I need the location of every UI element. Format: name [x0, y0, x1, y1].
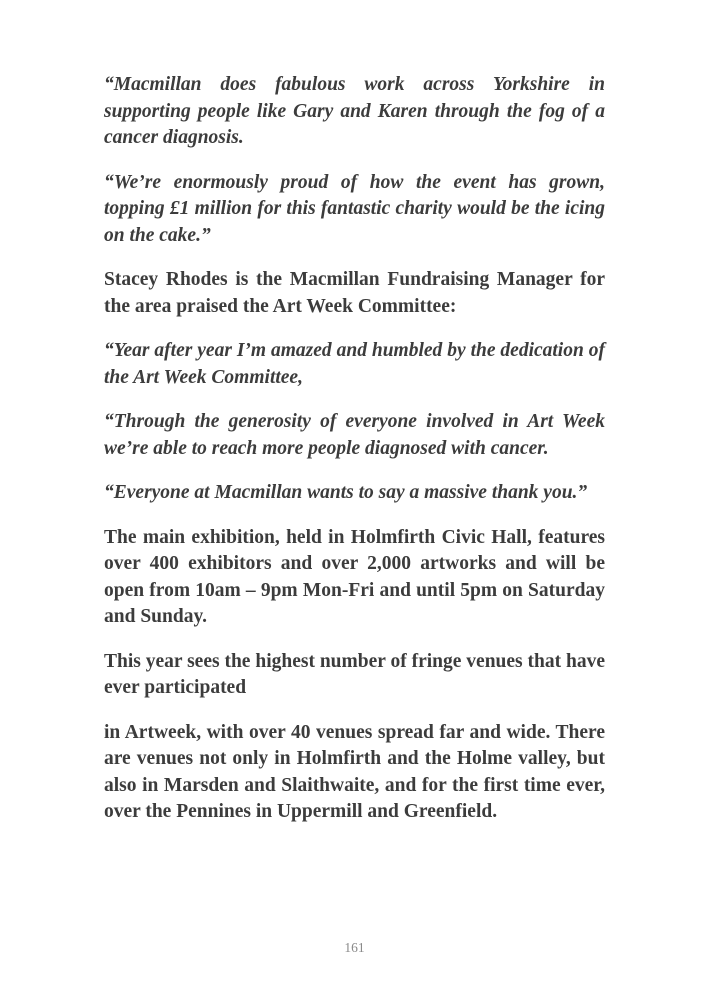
quote-paragraph-event-grown: “We’re enormously proud of how the event has grown, topping £1 million for this fantastic charity would be the icing on the cake.”: [104, 171, 605, 246]
paragraph-artweek-venues: in Artweek, with over 40 venues spread far and wide. There are venues not only in Holmfirth and the Holme valley, but also in Marsden and Slaithwaite, and for the first time ever, over the Pennines in Uppermill and Greenfield.: [104, 721, 605, 822]
paragraph-fringe-venues: This year sees the highest number of fringe venues that have ever participated: [104, 650, 605, 698]
quote-paragraph-year-after-year: “Year after year I’m amazed and humbled by the dedication of the Art Week Committee,: [104, 340, 605, 388]
paragraph-stacey-rhodes: Stacey Rhodes is the Macmillan Fundraising Manager for the area praised the Art Week Committee:: [104, 269, 605, 317]
quote-paragraph-macmillan-work: “Macmillan does fabulous work across Yorkshire in supporting people like Gary and Karen through the fog of a cancer diagnosis.: [104, 74, 605, 148]
page-number: 161: [344, 940, 365, 955]
text-column: [104, 72, 605, 844]
quote-paragraph-thank-you: “Everyone at Macmillan wants to say a massive thank you.”: [104, 482, 588, 503]
quote-paragraph-generosity: “Through the generosity of everyone involved in Art Week we’re able to reach more people diagnosed with cancer.: [104, 411, 605, 459]
paragraph-main-exhibition: The main exhibition, held in Holmfirth Civic Hall, features over 400 exhibitors and over 2,000 artworks and will be open from 10am – 9pm Mon-Fri and until 5pm on Saturday and Sunday.: [104, 526, 605, 627]
